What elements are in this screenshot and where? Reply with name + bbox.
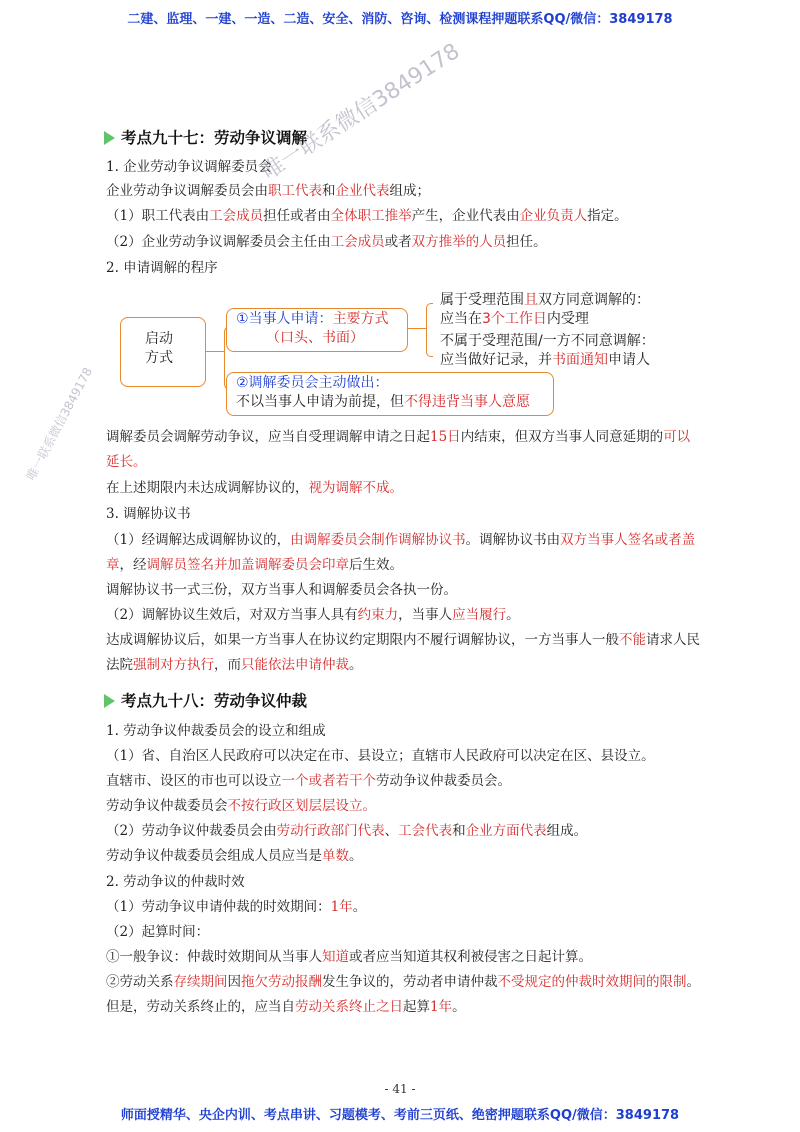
s97-p4: 调解协议书一式三份，双方当事人和调解委员会各执一份。 xyxy=(106,582,457,598)
diagram-connector xyxy=(205,351,225,352)
s97-p1: 调解委员会调解劳动争议，应当自受理调解申请之日起15日内结束，但双方当事人同意延期的可以 xyxy=(106,429,691,445)
s98-q6: （1）劳动争议申请仲裁的时效期间：1年。 xyxy=(106,899,367,915)
diagram-connector-right xyxy=(407,328,427,329)
s97-p3: （1）经调解达成调解协议的，由调解委员会制作调解协议书。调解协议书由双方当事人签名或者盖 xyxy=(106,532,696,548)
page-number: - 41 - xyxy=(384,1082,416,1096)
s97-p1b: 延长。 xyxy=(106,454,147,470)
diagram-branch-1: 属于受理范围且双方同意调解的： 应当在3个工作日内受理 xyxy=(440,292,650,327)
s97-p6: 达成调解协议后，如果一方当事人在协议约定期限内不履行调解协议，一方当事人一般不能请求人民 xyxy=(106,632,700,648)
bottom-banner: 师面授精华、央企内训、考点串讲、习题模考、考前三页纸、绝密押题联系QQ/微信：3849178 xyxy=(120,1108,680,1123)
s97-sub2: 2. 申请调解的程序 xyxy=(106,260,218,276)
s98-q8: ①一般争议：仲裁时效期间从当事人知道或者应当知道其权利被侵害之日起计算。 xyxy=(106,949,592,965)
s98-q5: 劳动争议仲裁委员会组成人员应当是单数。 xyxy=(106,848,363,864)
s98-q7: （2）起算时间： xyxy=(106,924,210,940)
s98-q4: （2）劳动争议仲裁委员会由劳动行政部门代表、工会代表和企业方面代表组成。 xyxy=(106,823,588,839)
s97-l2: （1）职工代表由工会成员担任或者由全体职工推举产生，企业代表由企业负责人指定。 xyxy=(106,208,628,224)
s97-sub3: 3. 调解协议书 xyxy=(106,506,191,522)
triangle-bullet-icon xyxy=(104,131,115,145)
diagram-branch-2: 不属于受理范围/一方不同意调解： 应当做好记录，并书面通知申请人 xyxy=(440,333,655,368)
triangle-bullet-icon xyxy=(104,694,115,708)
s98-sub2: 2. 劳动争议的仲裁时效 xyxy=(106,874,245,890)
s97-l1: 企业劳动争议调解委员会由职工代表和企业代表组成； xyxy=(106,183,430,199)
diagram-root-text: 启动 方式 xyxy=(145,331,173,366)
s97-sub1: 1. 企业劳动争议调解委员会 xyxy=(106,159,272,175)
s98-sub1: 1. 劳动争议仲裁委员会的设立和组成 xyxy=(106,723,326,739)
s97-p6b: 法院强制对方执行，而只能依法申请仲裁。 xyxy=(106,657,363,673)
watermark-diagonal: 唯一联系微信3849178 xyxy=(257,38,465,186)
watermark-side: 唯一联系微信3849178 xyxy=(23,365,96,483)
diagram-option-b-text: ②调解委员会主动做出： 不以当事人申请为前提，但不得违背当事人意愿 xyxy=(236,375,530,410)
s98-q2: 直辖市、设区的市也可以设立一个或者若干个劳动争议仲裁委员会。 xyxy=(106,773,511,789)
s98-q3: 劳动争议仲裁委员会不按行政区划层层设立。 xyxy=(106,798,376,814)
s97-p3b: 章，经调解员签名并加盖调解委员会印章后生效。 xyxy=(106,557,403,573)
section-98-title: 考点九十八：劳动争议仲裁 xyxy=(104,689,307,711)
top-banner: 二建、监理、一建、一造、二造、安全、消防、咨询、检测课程押题联系QQ/微信：3849178 xyxy=(127,12,673,27)
s97-p5: （2）调解协议生效后，对双方当事人具有约束力，当事人应当履行。 xyxy=(106,607,520,623)
s98-q1: （1）省、自治区人民政府可以决定在市、县设立；直辖市人民政府可以决定在区、县设立。 xyxy=(106,748,655,764)
diagram-option-a-text: ①当事人申请：主要方式 （口头、书面） xyxy=(236,311,389,346)
s97-l3: （2）企业劳动争议调解委员会主任由工会成员或者双方推举的人员担任。 xyxy=(106,234,547,250)
diagram-bracket-right xyxy=(426,303,433,357)
s98-q10: 但是，劳动关系终止的，应当自劳动关系终止之日起算1年。 xyxy=(106,999,466,1015)
s97-p2: 在上述期限内未达成调解协议的，视为调解不成。 xyxy=(106,480,403,496)
section-97-title: 考点九十七：劳动争议调解 xyxy=(104,126,307,148)
s98-q9: ②劳动关系存续期间因拖欠劳动报酬发生争议的，劳动者申请仲裁不受规定的仲裁时效期间的限制。 xyxy=(106,974,700,990)
